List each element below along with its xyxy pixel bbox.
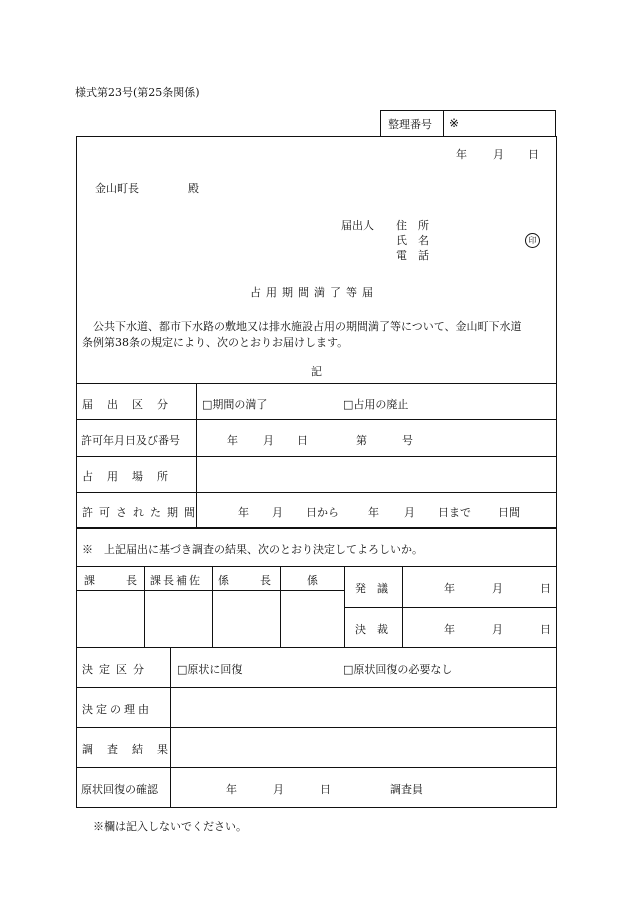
role-deputy-chief: 課長補佐 bbox=[150, 574, 202, 587]
period-label: 許可された期間 bbox=[82, 506, 201, 519]
proposal-label: 発 議 bbox=[355, 582, 388, 595]
footer-note: ※欄は記入しないでください。 bbox=[93, 820, 247, 833]
document-title: 占用期間満了等届 bbox=[250, 286, 378, 299]
ki-label: 記 bbox=[311, 365, 322, 378]
period-month-2: 月 bbox=[404, 506, 415, 519]
permit-year: 年 bbox=[227, 434, 238, 447]
body-text-line-2: 条例第38条の規定により、次のとおりお届けします。 bbox=[82, 336, 349, 349]
form-number: 様式第23号(第25条関係) bbox=[75, 86, 200, 99]
period-year: 年 bbox=[238, 506, 249, 519]
period-year-2: 年 bbox=[368, 506, 379, 519]
applicant-label: 届出人 bbox=[341, 219, 374, 232]
result-option-restore[interactable]: □原状に回復 bbox=[177, 663, 243, 676]
permit-no-suffix: 号 bbox=[402, 434, 413, 447]
category-label: 届出区分 bbox=[82, 398, 182, 411]
result-option-not-needed[interactable]: □原状回復の必要なし bbox=[343, 663, 453, 676]
permit-no-prefix: 第 bbox=[356, 434, 367, 447]
reference-number-label: 整理番号 bbox=[388, 118, 432, 131]
proposal-month: 月 bbox=[492, 582, 503, 595]
category-option-abolition[interactable]: □占用の廃止 bbox=[343, 398, 409, 411]
date-month: 月 bbox=[493, 148, 504, 161]
date-year: 年 bbox=[456, 148, 467, 161]
place-label: 占用場所 bbox=[82, 470, 182, 483]
period-days: 日間 bbox=[498, 506, 520, 519]
body-text-line-1: 公共下水道、都市下水路の敷地又は排水施設占用の期間満了等について、金山町下水道 bbox=[93, 320, 522, 333]
result-label: 決定区分 bbox=[82, 663, 150, 676]
confirm-day: 日 bbox=[320, 783, 331, 796]
permit-month: 月 bbox=[263, 434, 274, 447]
survey-label: 調査結果 bbox=[82, 743, 182, 756]
permit-label: 許可年月日及び番号 bbox=[81, 434, 180, 447]
applicant-phone: 電 話 bbox=[396, 249, 429, 262]
date-day: 日 bbox=[528, 148, 539, 161]
role-staff: 係 bbox=[307, 574, 318, 587]
role-subsection-chief: 係 長 bbox=[218, 574, 274, 587]
addressee-name: 金山町長 bbox=[95, 182, 139, 195]
reference-number-mark: ※ bbox=[449, 116, 460, 130]
decision-year: 年 bbox=[444, 623, 455, 636]
reason-label: 決定の理由 bbox=[82, 703, 152, 716]
role-section-chief: 課 長 bbox=[84, 574, 140, 587]
proposal-year: 年 bbox=[444, 582, 455, 595]
proposal-day: 日 bbox=[540, 582, 551, 595]
applicant-address: 住 所 bbox=[396, 219, 429, 232]
decision-label: 決 裁 bbox=[355, 623, 388, 636]
applicant-name: 氏 名 bbox=[396, 234, 429, 247]
decision-month: 月 bbox=[492, 623, 503, 636]
confirm-month: 月 bbox=[273, 783, 284, 796]
inspector-label: 調査員 bbox=[390, 783, 423, 796]
office-note: ※ 上記届出に基づき調査の結果、次のとおり決定してよろしいか。 bbox=[82, 543, 423, 556]
confirm-label: 原状回復の確認 bbox=[81, 783, 158, 796]
decision-day: 日 bbox=[540, 623, 551, 636]
period-month: 月 bbox=[272, 506, 283, 519]
addressee-honorific: 殿 bbox=[188, 182, 199, 195]
category-option-expiry[interactable]: □期間の満了 bbox=[202, 398, 268, 411]
seal-mark bbox=[525, 233, 540, 248]
confirm-year: 年 bbox=[226, 783, 237, 796]
period-until: 日まで bbox=[438, 506, 471, 519]
period-from: 日から bbox=[306, 506, 339, 519]
permit-day: 日 bbox=[297, 434, 308, 447]
seal-label: 印 bbox=[528, 236, 537, 245]
